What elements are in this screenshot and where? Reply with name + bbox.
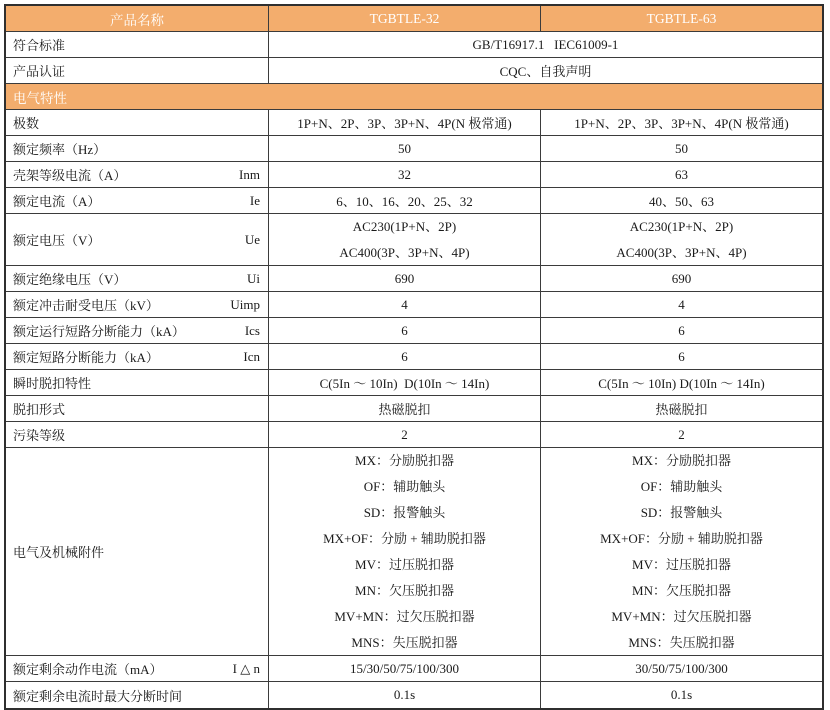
rated-voltage-32-line-2: AC400(3P、3P+N、4P) [339,244,470,260]
standards-value: GB/T16917.1 IEC61009-1 [472,36,619,52]
accessory-item: MNS：失压脱扣器 [351,634,458,650]
accessory-item: MV+MN：过欠压脱扣器 [334,608,475,624]
insulation-voltage-value-63: 690 [671,270,692,286]
rated-voltage-value-63 [541,214,822,265]
row-breaking-time [6,682,822,708]
impulse-voltage-value-63: 4 [678,296,685,312]
poles-label: 极数 [6,110,269,135]
row-rated-current [6,188,822,214]
rated-current-label-text: 额定电流（A） [13,194,101,209]
row-insulation-voltage [6,266,822,292]
accessory-item: SD：报警触头 [363,504,446,520]
trip-type-value-63: 热磁脱扣 [655,402,708,417]
row-frame-current [6,162,822,188]
accessory-item: MN：欠压脱扣器 [632,582,731,598]
rated-current-value-63: 40、50、63 [648,194,714,209]
rated-voltage-label-text: 额定电压（V） [13,233,101,248]
ics-label-text: 额定运行短路分断能力（kA） [13,324,185,339]
frame-current-value-32: 32 [269,162,541,187]
accessory-item: MNS：失压脱扣器 [628,634,735,650]
row-pollution [6,422,822,448]
poles-value-32: 1P+N、2P、3P、3P+N、4P(N 极常通) [269,110,541,135]
certification-value: CQC、自我声明 [499,64,592,79]
frame-current-symbol: Inm [239,166,260,182]
accessories-label: 电气及机械附件 [6,448,269,655]
pollution-label: 污染等级 [6,422,269,447]
section-electrical [6,84,822,110]
icn-value-63: 6 [678,348,685,364]
insulation-voltage-value-32: 690 [269,266,541,291]
rated-voltage-value-32 [269,214,541,265]
impulse-voltage-value-32: 4 [269,292,541,317]
col-header-model-63: TGBTLE-63 [541,6,822,31]
row-ics [6,318,822,344]
rated-current-label [6,188,269,213]
insulation-voltage-symbol: Ui [247,270,260,286]
pollution-value-32: 2 [269,422,541,447]
trip-type-label: 脱扣形式 [6,396,269,421]
row-standards [6,32,822,58]
insulation-voltage-label-text: 额定绝缘电压（V） [13,272,127,287]
certification-label: 产品认证 [6,58,269,83]
icn-label [6,344,269,369]
accessory-item: OF：辅助触头 [363,478,446,494]
trip-type-value-32: 热磁脱扣 [269,396,541,421]
rated-voltage-63-line-1: AC230(1P+N、2P) [629,218,734,234]
residual-current-value-63: 30/50/75/100/300 [635,660,728,676]
accessory-item: MV+MN：过欠压脱扣器 [611,608,752,624]
row-trip-type [6,396,822,422]
accessories-value-32 [269,448,541,655]
poles-value-63: 1P+N、2P、3P、3P+N、4P(N 极常通) [574,116,789,131]
residual-current-symbol: I △ n [232,660,260,676]
insulation-voltage-label [6,266,269,291]
row-rated-voltage [6,214,822,266]
accessory-item: MX+OF：分励 + 辅助脱扣器 [600,530,763,546]
instant-trip-value-32: C(5In ～ 10In) D(10In ～ 14In) [269,370,541,395]
accessories-value-63 [541,448,822,655]
row-instant-trip [6,370,822,396]
row-product-name [6,6,822,32]
ics-symbol: Ics [244,322,260,338]
impulse-voltage-symbol: Uimp [230,296,260,312]
accessory-item: MX+OF：分励 + 辅助脱扣器 [323,530,486,546]
row-impulse-voltage [6,292,822,318]
accessory-item: OF：辅助触头 [640,478,723,494]
breaking-time-value-63: 0.1s [670,687,693,702]
standards-label: 符合标准 [6,32,269,57]
col-header-model-32: TGBTLE-32 [269,6,541,31]
rated-current-value-32: 6、10、16、20、25、32 [269,188,541,213]
icn-value-32: 6 [269,344,541,369]
frame-current-label [6,162,269,187]
ics-value-32: 6 [269,318,541,343]
rated-voltage-label [6,214,269,265]
impulse-voltage-label-text: 额定冲击耐受电压（kV） [13,298,159,313]
frequency-label: 额定频率（Hz） [6,136,269,161]
row-residual-current [6,656,822,682]
rated-current-symbol: Ie [249,192,260,208]
residual-current-label-text: 额定剩余动作电流（mA） [13,662,163,677]
frame-current-label-text: 壳架等级电流（A） [13,168,127,183]
accessory-item: MV：过压脱扣器 [355,556,454,572]
accessory-item: MV：过压脱扣器 [632,556,731,572]
col-header-product-name: 产品名称 [6,6,269,31]
ics-value-63: 6 [678,322,685,338]
ics-label [6,318,269,343]
spec-table [4,4,824,710]
frequency-value-32: 50 [269,136,541,161]
breaking-time-value-32: 0.1s [269,682,541,708]
pollution-value-63: 2 [678,426,685,442]
impulse-voltage-label [6,292,269,317]
row-poles [6,110,822,136]
breaking-time-label: 额定剩余电流时最大分断时间 [6,682,269,708]
residual-current-value-32: 15/30/50/75/100/300 [269,656,541,681]
frame-current-value-63: 63 [675,166,688,182]
rated-voltage-symbol: Ue [244,231,260,247]
instant-trip-value-63: C(5In ～ 10In) D(10In ～ 14In) [598,376,765,391]
icn-label-text: 额定短路分断能力（kA） [13,350,159,365]
accessory-item: MN：欠压脱扣器 [355,582,454,598]
rated-voltage-63-line-2: AC400(3P、3P+N、4P) [616,244,747,260]
row-icn [6,344,822,370]
section-electrical-title: 电气特性 [6,84,822,109]
residual-current-label [6,656,269,681]
accessory-item: MX：分励脱扣器 [632,452,731,468]
rated-voltage-32-line-1: AC230(1P+N、2P) [352,218,457,234]
frequency-value-63: 50 [675,140,688,156]
icn-symbol: Icn [243,348,260,364]
instant-trip-label: 瞬时脱扣特性 [6,370,269,395]
row-certification [6,58,822,84]
accessory-item: MX：分励脱扣器 [355,452,454,468]
accessory-item: SD：报警触头 [640,504,723,520]
row-accessories [6,448,822,656]
row-frequency [6,136,822,162]
